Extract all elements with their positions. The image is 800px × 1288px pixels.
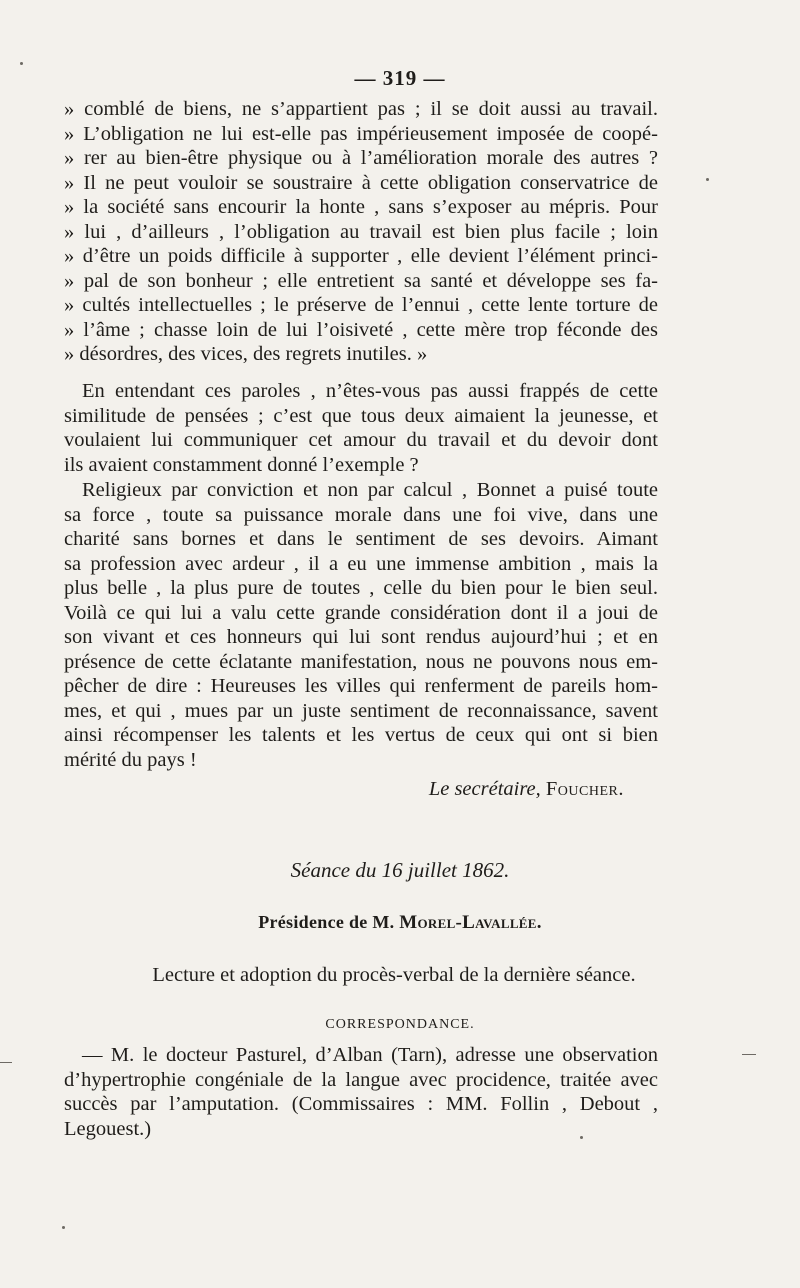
quote-line: » Il ne peut vouloir se soustraire à cette obligation conservatrice de [64,171,658,194]
paragraph-line: sa force , toute sa puissance morale dans une foi vive, dans une [64,503,658,526]
paragraph-line: sa profession avec ardeur , il a eu une immense ambition , mais la [64,552,658,575]
president-name: Morel-Lavallée. [399,912,542,933]
paper-speck [62,1226,65,1229]
paper-speck [580,1136,583,1139]
paragraph-entendant [64,379,658,477]
correspondance-line: succès par l’amputation. (Commissaires : MM. Follin , Debout , [64,1093,658,1115]
correspondance-paragraph [64,1043,658,1141]
signature-role: Le secrétaire, [428,778,541,800]
presidence-heading [0,912,800,934]
paper-mark [0,1062,12,1063]
quote-line: » l’âme ; chasse loin de lui l’oisiveté , cette mère trop féconde des [64,318,658,341]
correspondance-heading: CORRESPONDANCE. [325,1017,475,1032]
paragraph-line: pêcher de dire : Heureuses les villes qui renferment de pareils hom- [64,675,658,697]
paragraph-line: plus belle , la plus pure de toutes , celle du bien pour le bien seul. [64,577,658,599]
paragraph-line: Religieux par conviction et non par calcul , Bonnet a puisé toute [82,479,658,501]
quote-line: » pal de son bonheur ; elle entretient sa santé et développe ses fa- [64,269,658,292]
paragraph-line: mérité du pays ! [64,748,197,771]
paragraph-line: voulaient lui communiquer cet amour du travail et du devoir dont [64,429,658,451]
paragraph-religieux [64,478,658,772]
paragraph-line: mes, et qui , mues par un juste sentiment de reconnaissance, savent [64,699,658,722]
paragraph-line: similitude de pensées ; c’est que tous deux aimaient la jeunesse, et [64,404,658,427]
quote-line: » L’obligation ne lui est-elle pas impérieusement imposée de coopé- [64,122,658,145]
signature [64,778,624,801]
quote-paragraph [64,97,658,367]
quote-line: » la société sans encourir la honte , sans s’exposer au mépris. Pour [64,196,658,218]
paper-speck [20,62,23,65]
paragraph-line: son vivant et ces honneurs qui lui sont rendus aujourd’hui ; et en [64,626,658,648]
quote-line: » rer au bien-être physique ou à l’amélioration morale des autres ? [64,147,658,169]
paragraph-line: En entendant ces paroles , n’êtes-vous pas aussi frappés de cette [82,380,658,402]
paragraph-line: ainsi récompenser les talents et les vertus de ceux qui ont si bien [64,724,658,746]
paragraph-line: Voilà ce qui lui a valu cette grande considération dont il a joui de [64,601,658,624]
page-number: — 319 — [354,66,446,90]
paragraph-line: ils avaient constamment donné l’exemple ? [64,453,419,476]
seance-title: Séance du 16 juillet 1862. [290,858,510,882]
quote-line: » d’être un poids difficile à supporter , elle devient l’élément princi- [64,245,658,267]
correspondance-line: d’hypertrophie congéniale de la langue avec procidence, traitée avec [64,1068,658,1091]
quote-line: » lui , d’ailleurs , l’obligation au travail est bien plus facile ; loin [64,220,658,243]
lecture-line: Lecture et adoption du procès-verbal de la dernière séance. [152,964,636,986]
quote-line: » comblé de biens, ne s’appartient pas ; il se doit aussi au travail. [64,98,658,120]
paragraph-line: charité sans bornes et dans le sentiment de ses devoirs. Aimant [64,528,658,550]
correspondance-line: Legouest.) [64,1117,152,1140]
paper-speck [706,178,709,181]
quote-line: » désordres, des vices, des regrets inutiles. » [64,343,428,365]
quote-line: » cultés intellectuelles ; le préserve de l’ennui , cette lente torture de [64,294,658,316]
paper-mark [742,1054,756,1055]
signature-name: Foucher. [545,778,624,800]
correspondance-line: — M. le docteur Pasturel, d’Alban (Tarn), adresse une observation [82,1044,658,1066]
paragraph-line: présence de cette éclatante manifestation, nous ne pouvons nous em- [64,650,658,673]
presidence-prefix: Présidence de M. [258,912,395,932]
